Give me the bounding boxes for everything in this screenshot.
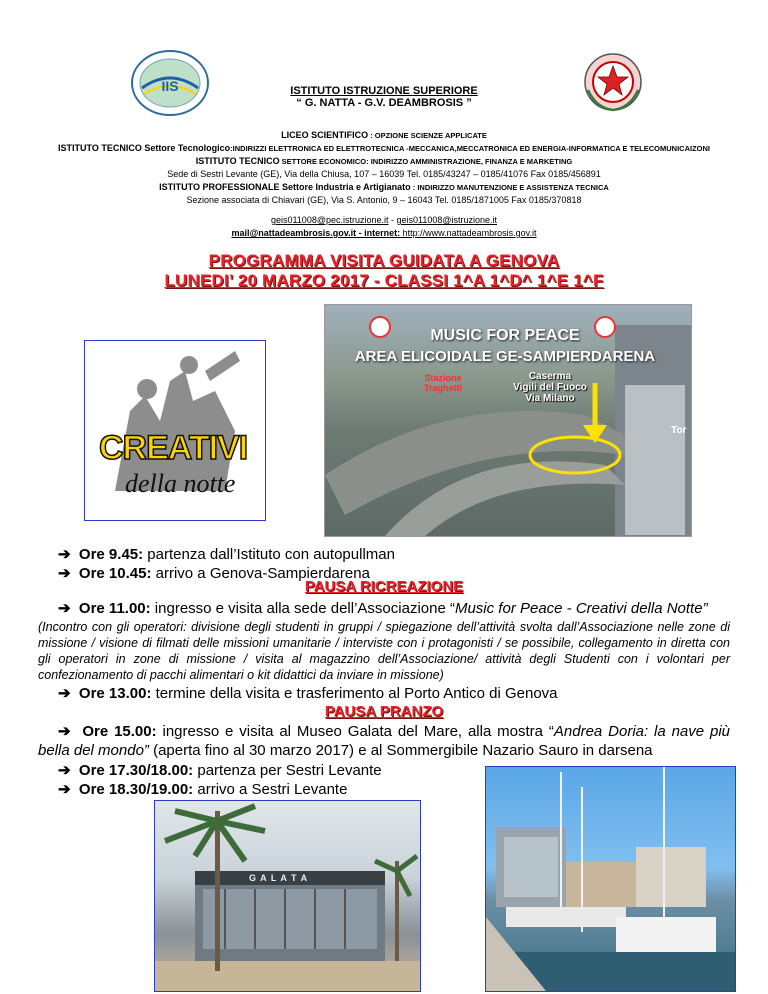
liceo-label: LICEO SCIENTIFICO (281, 130, 369, 140)
item-1-time: Ore 9.45: (78, 546, 144, 563)
item-7-time: Ore 18.30/19.00: (78, 781, 194, 798)
arrow-right-icon: ➔ (58, 762, 71, 779)
galata-sign: G A L A T A (249, 873, 309, 883)
program-item-1 (58, 545, 728, 564)
item-1-text: partenza dall’Istituto con autopullman (143, 546, 395, 563)
arrow-right-icon: ➔ (58, 600, 71, 617)
item-3-text: ingresso e visita alla sede dell’Associazione “ (150, 600, 455, 617)
arrow-right-icon: ➔ (58, 546, 71, 563)
tecnico-tecnologico-indirizzi: :INDIRIZZI ELETTRONICA ED ELETTROTECNICA -MECCANICA,MECCATRONICA ED ENERGIA-INFORMATICA E TELECOMUNICAIZONI (230, 144, 711, 153)
program-item-3 (58, 599, 728, 618)
program-item-7 (58, 780, 478, 799)
mail-internet-label[interactable]: mail@nattadeambrosis.gov.it - internet: (231, 228, 401, 238)
program-title: PROGRAMMA VISITA GUIDATA A GENOVA (208, 251, 560, 270)
item-5-time: Ore 15.00: (82, 723, 157, 740)
item-6-time: Ore 17.30/18.00: (78, 762, 194, 779)
item-4-time: Ore 13.00: (78, 685, 152, 702)
music-for-peace-aerial-photo (324, 304, 692, 537)
website-link[interactable]: http://www.nattadeambrosis.gov.it (400, 228, 537, 238)
porto-antico-harbor-photo (485, 766, 736, 992)
item-5-rest: (aperta fino al 30 marzo 2017) e al Sommergibile Nazario Sauro in darsena (148, 742, 653, 759)
item-7-text: arrivo a Sestri Levante (193, 781, 348, 798)
pausa-pranzo: PAUSA PRANZO (324, 703, 444, 720)
arrow-right-icon: ➔ (58, 723, 71, 740)
email-link[interactable]: geis011008@istruzione.it (396, 215, 498, 225)
liceo-option: : OPZIONE SCIENZE APPLICATE (368, 131, 487, 140)
item-2-text: arrivo a Genova-Sampierdarena (151, 565, 370, 582)
email-separator: - (388, 215, 397, 225)
tecnico-economico-label: ISTITUTO TECNICO (195, 156, 280, 166)
sezione-chiavari: Sezione associata di Chiavari (GE), Via S. Antonio, 9 – 16043 Tel. 0185/1871005 Fax 0185/370818 (186, 195, 582, 205)
program-item-4 (58, 684, 728, 703)
item-6-text: partenza per Sestri Levante (193, 762, 382, 779)
arrow-right-icon: ➔ (58, 565, 71, 582)
creativi-della-notte-image (84, 340, 266, 521)
aerial-label-caserma: Caserma Vigili del Fuoco Via Milano (513, 371, 587, 404)
item-2-time: Ore 10.45: (78, 565, 152, 582)
arrow-right-icon: ➔ (58, 685, 71, 702)
logo-text: IIS (161, 78, 179, 94)
tecnico-economico-indirizzi: SETTORE ECONOMICO: INDIRIZZO AMMINISTRAZIONE, FINANZA E MARKETING (279, 157, 573, 166)
professionale-indirizzo: : INDIRIZZO MANUTENZIONE E ASSISTENZA TECNICA (410, 183, 609, 192)
item-5-text: ingresso e visita al Museo Galata del Mare, alla mostra “ (156, 723, 554, 740)
della-notte-text: della notte (125, 469, 236, 498)
item-3-association: Music for Peace - Creativi della Notte” (454, 600, 708, 617)
item-3-description: (Incontro con gli operatori: divisione degli studenti in gruppi / spiegazione dell’attività svolta dall’Associazione nelle zone di missione / visione di filmati delle missioni umanitarie / interviste con i protagonisti / se possibile, collegamento in diretta con gli operatori in zone di missione / visita al magazzino dell’Associazione/ attività degli Studenti con i volontari per confezionamento di pacchi alimentari o kit didattici da inviare in missione) (38, 620, 730, 682)
aerial-title: MUSIC FOR PEACE (430, 327, 580, 344)
item-3-time: Ore 11.00: (78, 600, 151, 617)
aerial-label-tor: Tor (671, 425, 687, 436)
tecnico-tecnologico-label: ISTITUTO TECNICO Settore Tecnologico (57, 143, 231, 153)
galata-museum-photo (154, 800, 421, 992)
pausa-ricreazione: PAUSA RICREAZIONE (304, 578, 464, 595)
aerial-label-stazione: Stazione Traghetti (423, 373, 462, 393)
pec-link[interactable]: geis011008@pec.istruzione.it (270, 215, 389, 225)
sede-address: Sede di Sestri Levante (GE), Via della Chiusa, 107 – 16039 Tel. 0185/43247 – 0185/41076 Fax 0185/456891 (167, 169, 601, 179)
program-item-6 (58, 761, 478, 780)
creativi-logo-text: CREATIVI (99, 429, 248, 467)
school-subtitle: “ G. NATTA - G.V. DEAMBROSIS ” (296, 97, 472, 109)
item-4-text: termine della visita e trasferimento al Porto Antico di Genova (151, 685, 558, 702)
arrow-right-icon: ➔ (58, 781, 71, 798)
program-date-classes: LUNEDI’ 20 MARZO 2017 - CLASSI 1^A 1^D^ 1^E 1^F (164, 271, 604, 290)
school-name: ISTITUTO ISTRUZIONE SUPERIORE (290, 85, 478, 97)
item-5-exhibition: Andrea Doria: la nave più bella del mondo” (38, 723, 731, 759)
aerial-subtitle: AREA ELICOIDALE GE-SAMPIERDARENA (354, 348, 656, 365)
professionale-label: ISTITUTO PROFESSIONALE Settore Industria e Artigianato (159, 182, 411, 192)
